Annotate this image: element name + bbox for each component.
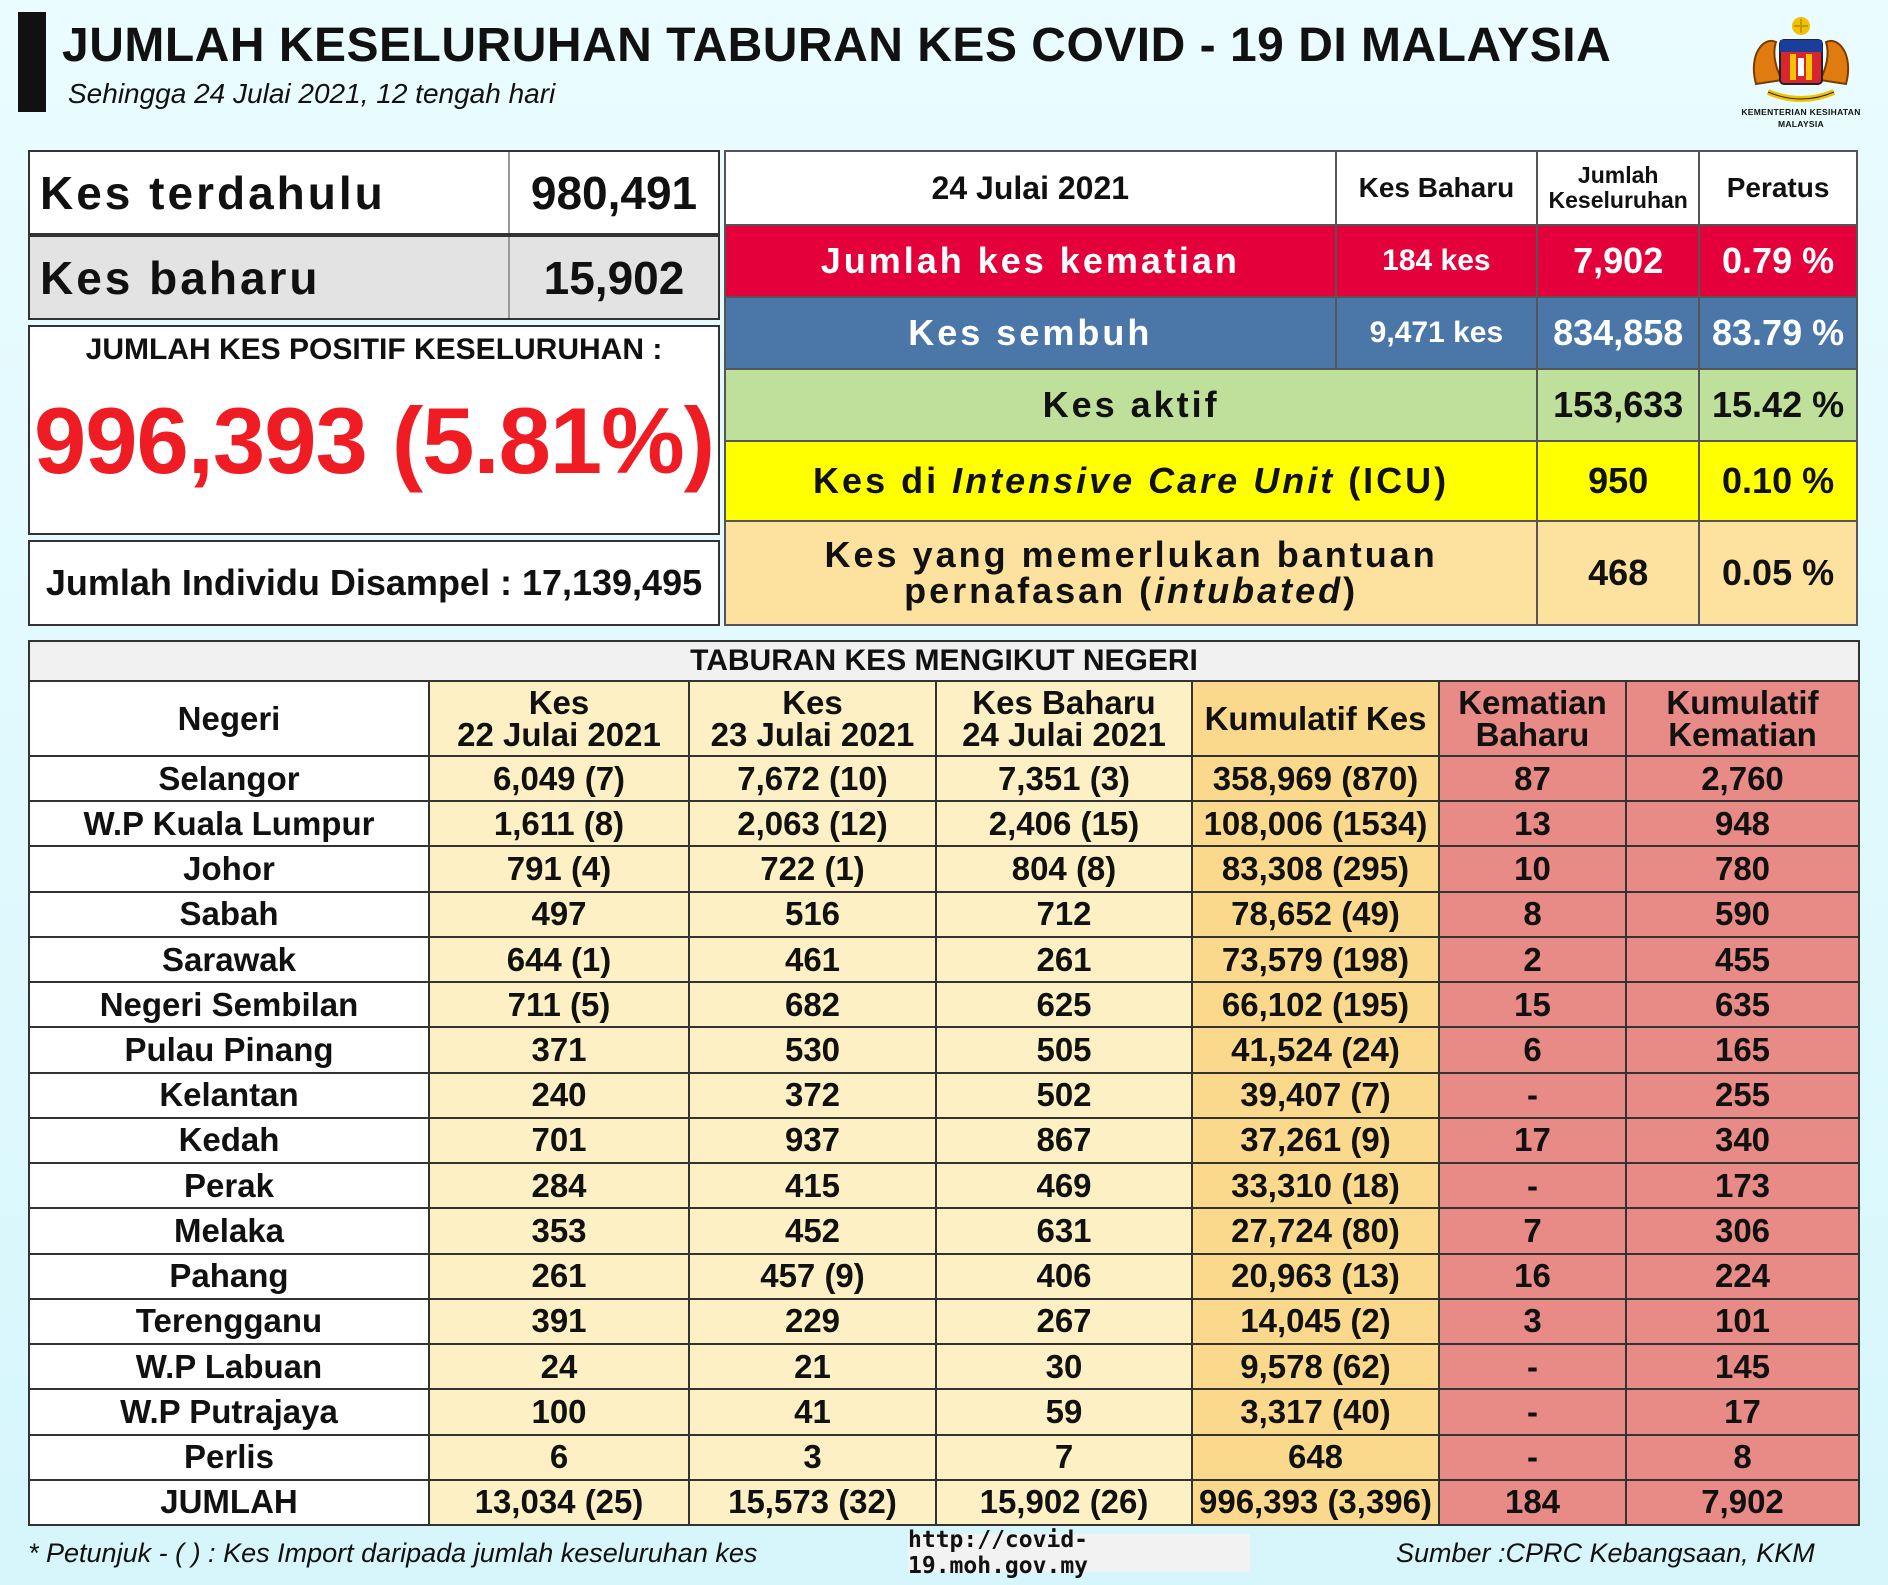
cell-col-23-july: 15,573 (32) [689,1480,936,1525]
cell-col-24-july: 625 [936,982,1192,1027]
cell-col-cumulative-deaths: 145 [1626,1344,1859,1389]
cell-col-new-deaths: - [1439,1073,1626,1118]
cell-col-23-july: 229 [689,1299,936,1344]
cell-col-cumulative-cases: 73,579 (198) [1192,937,1439,982]
cell-col-24-july: 631 [936,1208,1192,1253]
intubated-pct: 0.05 % [1699,521,1857,625]
cell-col-state: Johor [29,846,429,891]
cell-col-new-deaths: 8 [1439,892,1626,937]
header-line: Baharu [1475,715,1590,753]
cell-col-23-july: 452 [689,1208,936,1253]
states-table [28,640,1860,1526]
cell-col-cumulative-deaths: 590 [1626,892,1859,937]
logo-text-1: KEMENTERIAN KESIHATAN [1741,107,1861,117]
table-row [29,846,1859,891]
cell-col-22-july: 701 [429,1118,689,1163]
table-row [29,1254,1859,1299]
ministry-logo [1726,14,1876,139]
cell-col-state: Kedah [29,1118,429,1163]
cell-col-state: Melaka [29,1208,429,1253]
table-row [29,1299,1859,1344]
total-positive-box [28,325,720,535]
states-caption-row [29,641,1859,681]
logo-text-2: MALAYSIA [1777,119,1824,129]
icu-total: 950 [1537,441,1699,521]
header-line: 22 Julai 2021 [457,715,661,753]
page-title: JUMLAH KESELURUHAN TABURAN KES COVID - 19 DI MALAYSIA [62,19,1612,72]
states-header-col-cumulative-cases [1192,681,1439,756]
table-row [29,1118,1859,1163]
cell-col-22-july: 644 (1) [429,937,689,982]
cell-col-24-july: 267 [936,1299,1192,1344]
recovered-total: 834,858 [1537,297,1699,369]
cell-col-cumulative-deaths: 780 [1626,846,1859,891]
active-row [725,369,1857,441]
cell-col-23-july: 7,672 (10) [689,756,936,801]
intubated-label-suffix: ) [1343,570,1359,611]
cell-col-22-july: 353 [429,1208,689,1253]
cell-col-cumulative-cases: 996,393 (3,396) [1192,1480,1439,1525]
active-total: 153,633 [1537,369,1699,441]
header-line: Kes [528,683,590,721]
source-url-link[interactable]: http://covid-19.moh.gov.my [908,1534,1250,1572]
states-header-col-23-july [689,681,936,756]
cell-col-24-july: 2,406 (15) [936,801,1192,846]
table-row [29,1344,1859,1389]
deaths-new: 184 kes [1336,225,1538,297]
table-row [29,892,1859,937]
states-header-col-state [29,681,429,756]
cell-col-state: Kelantan [29,1073,429,1118]
cell-col-cumulative-deaths: 101 [1626,1299,1859,1344]
cell-col-cumulative-deaths: 2,760 [1626,756,1859,801]
summary-col-total-line2: Keseluruhan [1548,187,1688,213]
cell-col-cumulative-deaths: 224 [1626,1254,1859,1299]
header-line: Kumulatif Kes [1204,699,1427,737]
total-row [29,1480,1859,1525]
new-cases-row [28,235,720,320]
cell-col-24-july: 804 (8) [936,846,1192,891]
cell-col-cumulative-cases: 78,652 (49) [1192,892,1439,937]
summary-header-row [725,151,1857,225]
table-row [29,1208,1859,1253]
cell-col-new-deaths: 6 [1439,1027,1626,1072]
icu-label-prefix: Kes di [813,460,953,501]
states-header-row [29,681,1859,756]
intubated-label [725,521,1537,625]
summary-col-total [1537,151,1699,225]
intubated-label-line1: Kes yang memerlukan bantuan [824,534,1438,575]
table-row [29,756,1859,801]
cell-col-cumulative-cases: 27,724 (80) [1192,1208,1439,1253]
cell-col-22-july: 6,049 (7) [429,756,689,801]
recovered-pct: 83.79 % [1699,297,1857,369]
cell-col-22-july: 1,611 (8) [429,801,689,846]
cell-col-cumulative-cases: 66,102 (195) [1192,982,1439,1027]
cell-col-22-july: 261 [429,1254,689,1299]
cell-col-cumulative-cases: 37,261 (9) [1192,1118,1439,1163]
cell-col-23-july: 41 [689,1389,936,1434]
recovered-label: Kes sembuh [725,297,1336,369]
cell-col-23-july: 516 [689,892,936,937]
cell-col-new-deaths: 13 [1439,801,1626,846]
cell-col-state: Pulau Pinang [29,1027,429,1072]
cell-col-cumulative-deaths: 635 [1626,982,1859,1027]
cell-col-24-july: 30 [936,1344,1192,1389]
deaths-total: 7,902 [1537,225,1699,297]
intubated-label-italic: intubated [1154,570,1344,611]
states-body [29,756,1859,1525]
cell-col-23-july: 530 [689,1027,936,1072]
cell-col-cumulative-deaths: 173 [1626,1163,1859,1208]
cell-col-22-july: 391 [429,1299,689,1344]
new-cases-label: Kes baharu [40,251,321,304]
cell-col-24-july: 59 [936,1389,1192,1434]
cell-col-state: W.P Labuan [29,1344,429,1389]
cell-col-cumulative-cases: 9,578 (62) [1192,1344,1439,1389]
cell-col-24-july: 261 [936,937,1192,982]
cell-col-22-july: 240 [429,1073,689,1118]
cell-col-24-july: 867 [936,1118,1192,1163]
cell-col-cumulative-deaths: 455 [1626,937,1859,982]
cell-col-new-deaths: - [1439,1389,1626,1434]
cell-col-23-july: 3 [689,1435,936,1480]
cell-col-cumulative-cases: 648 [1192,1435,1439,1480]
previous-cases-value: 980,491 [508,152,718,233]
total-positive-value: 996,393 (5.81%) [33,388,715,493]
cell-col-new-deaths: - [1439,1435,1626,1480]
cell-col-24-july: 15,902 (26) [936,1480,1192,1525]
header-line: Kes Baharu [972,683,1156,721]
cell-col-22-july: 791 (4) [429,846,689,891]
header-line: Kematian [1668,715,1817,753]
cell-col-new-deaths: - [1439,1344,1626,1389]
cell-col-23-july: 937 [689,1118,936,1163]
cell-col-cumulative-cases: 358,969 (870) [1192,756,1439,801]
footer-note: * Petunjuk - ( ) : Kes Import daripada jumlah keseluruhan kes [28,1538,758,1568]
cell-col-state: Sarawak [29,937,429,982]
states-table-container [28,640,1858,1526]
cell-col-state: Sabah [29,892,429,937]
cell-col-cumulative-deaths: 165 [1626,1027,1859,1072]
cell-col-cumulative-cases: 41,524 (24) [1192,1027,1439,1072]
cell-col-22-july: 6 [429,1435,689,1480]
cell-col-23-july: 682 [689,982,936,1027]
cell-col-23-july: 21 [689,1344,936,1389]
coat-of-arms-icon [1746,14,1856,106]
cell-col-state: JUMLAH [29,1480,429,1525]
cell-col-cumulative-cases: 108,006 (1534) [1192,801,1439,846]
cell-col-23-july: 722 (1) [689,846,936,891]
cell-col-cumulative-deaths: 306 [1626,1208,1859,1253]
icu-pct: 0.10 % [1699,441,1857,521]
cell-col-state: Selangor [29,756,429,801]
new-cases-value: 15,902 [508,237,718,318]
states-header-col-cumulative-deaths [1626,681,1859,756]
cell-col-state: Terengganu [29,1299,429,1344]
summary-col-total-line1: Jumlah [1577,162,1659,188]
cell-col-state: Negeri Sembilan [29,982,429,1027]
cell-col-22-july: 24 [429,1344,689,1389]
header-line: 23 Julai 2021 [710,715,915,753]
summary-col-pct: Peratus [1699,151,1857,225]
cell-col-24-july: 406 [936,1254,1192,1299]
previous-cases-row [28,150,720,235]
summary-table [724,150,1858,626]
cell-col-23-july: 457 (9) [689,1254,936,1299]
table-row [29,801,1859,846]
deaths-row [725,225,1857,297]
cell-col-new-deaths: 7 [1439,1208,1626,1253]
table-row [29,1163,1859,1208]
active-pct: 15.42 % [1699,369,1857,441]
header-line: Kumulatif [1666,683,1819,721]
title-accent-bar [18,12,46,112]
cell-col-22-july: 284 [429,1163,689,1208]
header-line: 24 Julai 2021 [962,715,1166,753]
icu-label-suffix: (ICU) [1335,460,1450,501]
cell-col-23-july: 415 [689,1163,936,1208]
page-subtitle: Sehingga 24 Julai 2021, 12 tengah hari [68,78,556,109]
table-row [29,1073,1859,1118]
table-row [29,982,1859,1027]
states-header-col-24-july [936,681,1192,756]
cell-col-new-deaths: 3 [1439,1299,1626,1344]
cell-col-23-july: 461 [689,937,936,982]
cell-col-state: Pahang [29,1254,429,1299]
cell-col-state: W.P Kuala Lumpur [29,801,429,846]
icu-label-italic: Intensive Care Unit [952,460,1336,501]
cell-col-22-july: 371 [429,1027,689,1072]
cell-col-24-july: 502 [936,1073,1192,1118]
header-line: Kes [782,683,843,721]
intubated-label-prefix: pernafasan ( [904,570,1155,611]
cell-col-new-deaths: 2 [1439,937,1626,982]
table-row [29,1435,1859,1480]
intubated-row [725,521,1857,625]
cell-col-22-july: 711 (5) [429,982,689,1027]
cell-col-cumulative-deaths: 8 [1626,1435,1859,1480]
icu-label [725,441,1537,521]
cell-col-cumulative-deaths: 7,902 [1626,1480,1859,1525]
icu-row [725,441,1857,521]
deaths-pct: 0.79 % [1699,225,1857,297]
cell-col-state: Perak [29,1163,429,1208]
states-header-col-22-july [429,681,689,756]
cell-col-cumulative-cases: 14,045 (2) [1192,1299,1439,1344]
cell-col-cumulative-cases: 83,308 (295) [1192,846,1439,891]
cell-col-23-july: 2,063 (12) [689,801,936,846]
previous-cases-label: Kes terdahulu [40,166,386,219]
cell-col-cumulative-deaths: 255 [1626,1073,1859,1118]
cell-col-new-deaths: 10 [1439,846,1626,891]
cell-col-new-deaths: 87 [1439,756,1626,801]
states-caption: TABURAN KES MENGIKUT NEGERI [29,641,1859,681]
recovered-row [725,297,1857,369]
cell-col-cumulative-deaths: 948 [1626,801,1859,846]
states-header-col-new-deaths [1439,681,1626,756]
table-row [29,937,1859,982]
active-label: Kes aktif [725,369,1537,441]
cell-col-new-deaths: 184 [1439,1480,1626,1525]
table-row [29,1389,1859,1434]
cell-col-24-july: 469 [936,1163,1192,1208]
cell-col-new-deaths: 17 [1439,1118,1626,1163]
table-row [29,1027,1859,1072]
cell-col-cumulative-cases: 3,317 (40) [1192,1389,1439,1434]
cell-col-22-july: 497 [429,892,689,937]
cell-col-24-july: 712 [936,892,1192,937]
cell-col-state: W.P Putrajaya [29,1389,429,1434]
cell-col-cumulative-cases: 20,963 (13) [1192,1254,1439,1299]
cell-col-22-july: 13,034 (25) [429,1480,689,1525]
total-positive-label: JUMLAH KES POSITIF KESELURUHAN : [85,333,663,366]
cell-col-state: Perlis [29,1435,429,1480]
footer-source: Sumber :CPRC Kebangsaan, KKM [1396,1538,1815,1568]
cell-col-new-deaths: - [1439,1163,1626,1208]
header-line: Negeri [177,699,281,737]
header-line: Kematian [1458,683,1607,721]
summary-date: 24 Julai 2021 [725,151,1336,225]
summary-col-new: Kes Baharu [1336,151,1538,225]
cell-col-24-july: 505 [936,1027,1192,1072]
cell-col-cumulative-cases: 39,407 (7) [1192,1073,1439,1118]
cell-col-22-july: 100 [429,1389,689,1434]
cell-col-cumulative-deaths: 17 [1626,1389,1859,1434]
cell-col-new-deaths: 15 [1439,982,1626,1027]
sampled-individuals: Jumlah Individu Disampel : 17,139,495 [28,540,720,626]
cell-col-cumulative-cases: 33,310 (18) [1192,1163,1439,1208]
cell-col-24-july: 7,351 (3) [936,756,1192,801]
cell-col-23-july: 372 [689,1073,936,1118]
deaths-label: Jumlah kes kematian [725,225,1336,297]
cell-col-cumulative-deaths: 340 [1626,1118,1859,1163]
cell-col-new-deaths: 16 [1439,1254,1626,1299]
cell-col-24-july: 7 [936,1435,1192,1480]
intubated-total: 468 [1537,521,1699,625]
recovered-new: 9,471 kes [1336,297,1538,369]
